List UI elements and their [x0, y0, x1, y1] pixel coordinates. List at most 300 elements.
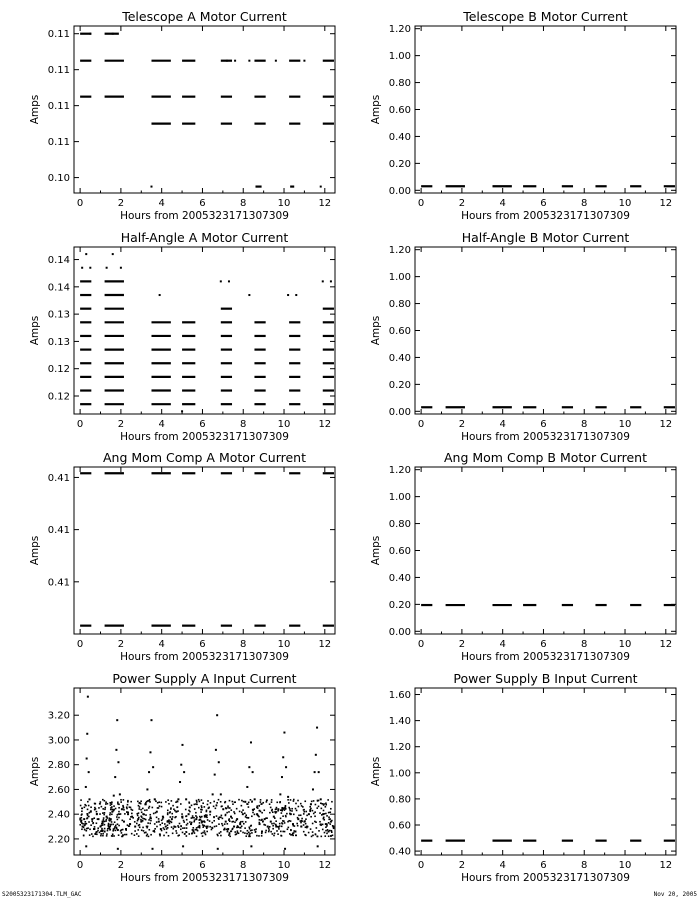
y-axis-label: Amps	[29, 535, 41, 566]
data-point	[99, 832, 101, 834]
data-point	[80, 799, 82, 801]
data-point	[227, 831, 229, 833]
data-point	[317, 836, 319, 838]
data-point	[127, 801, 129, 803]
data-point	[107, 803, 109, 805]
data-point	[306, 827, 308, 829]
data-point	[156, 826, 158, 828]
data-point	[201, 822, 203, 824]
x-tick-label: 6	[199, 639, 206, 650]
data-point	[149, 799, 151, 801]
data-point	[123, 799, 125, 801]
data-point	[257, 814, 259, 816]
y-tick-label: 1.40	[388, 716, 411, 728]
data-point	[331, 831, 333, 833]
data-point	[233, 811, 235, 813]
data-point	[254, 814, 256, 816]
data-point	[313, 813, 315, 815]
chart-panel-7	[29, 671, 335, 884]
x-axis-label: Hours from 2005323171307309	[120, 431, 289, 443]
data-point	[269, 803, 271, 805]
data-point	[96, 822, 98, 824]
data-point	[109, 812, 111, 814]
data-point	[193, 821, 195, 823]
data-point	[121, 808, 123, 810]
data-point	[99, 813, 101, 815]
data-point	[123, 809, 125, 811]
y-tick-label: 0.11	[47, 29, 70, 41]
data-point	[284, 848, 286, 850]
data-point	[174, 810, 176, 812]
data-point	[297, 825, 299, 827]
chart-title: Half-Angle A Motor Current	[120, 230, 289, 245]
data-point	[315, 804, 317, 806]
data-point	[188, 833, 190, 835]
data-point	[89, 33, 91, 35]
data-point	[157, 807, 159, 809]
data-point	[308, 813, 310, 815]
chart-panel-8	[370, 671, 676, 884]
data-point	[300, 822, 302, 824]
data-point	[269, 826, 271, 828]
data-point	[170, 807, 172, 809]
data-point	[123, 821, 125, 823]
y-tick-label: 3.20	[47, 710, 70, 722]
y-tick-label: 0.20	[388, 158, 411, 170]
data-point	[282, 756, 284, 758]
data-point	[145, 804, 147, 806]
data-point	[154, 823, 156, 825]
data-point	[102, 821, 104, 823]
data-point	[270, 831, 272, 833]
data-point	[177, 835, 179, 837]
y-tick-label: 1.00	[388, 51, 411, 63]
data-point	[198, 807, 200, 809]
data-point	[91, 819, 93, 821]
data-point	[271, 801, 273, 803]
data-point	[122, 805, 124, 807]
data-point	[120, 267, 122, 269]
data-point	[245, 814, 247, 816]
data-point	[219, 832, 221, 834]
data-point	[131, 813, 133, 815]
y-axis-label: Amps	[370, 535, 382, 566]
data-point	[316, 727, 318, 729]
data-point	[311, 801, 313, 803]
y-axis-label: Amps	[370, 756, 382, 787]
data-point	[102, 835, 104, 837]
data-point	[303, 824, 305, 826]
data-point	[219, 816, 221, 818]
data-point	[301, 818, 303, 820]
data-point	[115, 830, 117, 832]
data-point	[332, 835, 334, 837]
data-point	[216, 825, 218, 827]
data-point	[225, 821, 227, 823]
data-point	[241, 825, 243, 827]
data-point	[328, 822, 330, 824]
data-point	[285, 816, 287, 818]
data-point	[321, 808, 323, 810]
data-point	[144, 809, 146, 811]
data-point	[161, 819, 163, 821]
data-point	[103, 819, 105, 821]
data-point	[138, 835, 140, 837]
data-point	[277, 810, 279, 812]
data-point	[227, 828, 229, 830]
y-tick-label: 0.40	[388, 846, 411, 858]
data-point	[331, 801, 333, 803]
data-point	[237, 830, 239, 832]
data-point	[308, 832, 310, 834]
chart-title: Power Supply A Input Current	[112, 671, 297, 686]
data-point	[227, 823, 229, 825]
data-point	[134, 830, 136, 832]
x-tick-label: 8	[240, 860, 247, 871]
data-point	[150, 816, 152, 818]
data-point	[176, 811, 178, 813]
data-point	[251, 801, 253, 803]
data-point	[180, 803, 182, 805]
data-point	[192, 815, 194, 817]
data-point	[87, 801, 89, 803]
data-point	[248, 806, 250, 808]
data-point	[172, 805, 174, 807]
data-point	[175, 826, 177, 828]
data-point	[171, 826, 173, 828]
data-point	[134, 826, 136, 828]
data-point	[261, 812, 263, 814]
data-point	[271, 799, 273, 801]
data-point	[242, 832, 244, 834]
data-point	[145, 819, 147, 821]
data-point	[90, 810, 92, 812]
data-point	[333, 827, 335, 829]
data-point	[84, 829, 86, 831]
data-point	[300, 814, 302, 816]
data-point	[220, 793, 222, 795]
data-point	[104, 807, 106, 809]
data-point	[196, 827, 198, 829]
y-tick-label: 0.11	[47, 101, 70, 113]
data-point	[92, 836, 94, 838]
data-point	[113, 805, 115, 807]
plot-frame	[415, 688, 676, 855]
data-point	[86, 818, 88, 820]
data-point	[250, 799, 252, 801]
data-point	[88, 816, 90, 818]
data-point	[79, 819, 81, 821]
data-point	[121, 832, 123, 834]
data-point	[82, 823, 84, 825]
data-point	[328, 835, 330, 837]
data-point	[161, 830, 163, 832]
data-point	[202, 832, 204, 834]
x-tick-label: 0	[417, 639, 425, 650]
data-point	[123, 807, 125, 809]
data-point	[240, 827, 242, 829]
data-point	[303, 831, 305, 833]
chart-title: Telescope A Motor Current	[122, 9, 287, 24]
data-point	[159, 805, 161, 807]
data-point	[273, 835, 275, 837]
data-point	[103, 817, 105, 819]
data-point	[210, 802, 212, 804]
y-tick-label: 0.13	[47, 336, 70, 348]
data-point	[124, 813, 126, 815]
data-point	[315, 821, 317, 823]
data-point	[281, 826, 283, 828]
data-point	[310, 816, 312, 818]
data-point	[316, 827, 318, 829]
data-point	[152, 807, 154, 809]
data-point	[85, 805, 87, 807]
data-point	[292, 834, 294, 836]
data-point	[116, 816, 118, 818]
data-point	[323, 810, 325, 812]
data-point	[281, 776, 283, 778]
data-point	[205, 826, 207, 828]
data-point	[158, 821, 160, 823]
data-point	[106, 819, 108, 821]
data-point	[149, 823, 151, 825]
data-point	[275, 824, 277, 826]
data-point	[106, 816, 108, 818]
data-point	[233, 826, 235, 828]
data-point	[318, 771, 320, 773]
data-point	[84, 823, 86, 825]
x-tick-label: 10	[277, 860, 291, 871]
data-point	[125, 829, 127, 831]
data-point	[195, 818, 197, 820]
data-point	[113, 795, 115, 797]
data-point	[281, 812, 283, 814]
data-point	[294, 825, 296, 827]
data-point	[276, 802, 278, 804]
data-point	[183, 821, 185, 823]
data-point	[144, 832, 146, 834]
data-point	[323, 804, 325, 806]
data-point	[206, 814, 208, 816]
data-point	[100, 833, 102, 835]
data-point	[291, 808, 293, 810]
data-point	[265, 832, 267, 834]
data-point	[272, 833, 274, 835]
data-point	[193, 817, 195, 819]
data-point	[185, 816, 187, 818]
data-point	[261, 819, 263, 821]
data-point	[182, 832, 184, 834]
data-point	[164, 823, 166, 825]
data-point	[327, 799, 329, 801]
data-point	[277, 833, 279, 835]
data-point	[139, 827, 141, 829]
data-point	[97, 827, 99, 829]
data-point	[230, 809, 232, 811]
data-point	[80, 805, 82, 807]
data-point	[323, 817, 325, 819]
data-point	[325, 806, 327, 808]
data-point	[260, 799, 262, 801]
data-point	[290, 799, 292, 801]
data-point	[273, 823, 275, 825]
data-point	[117, 848, 119, 850]
data-point	[104, 800, 106, 802]
data-point	[322, 824, 324, 826]
data-point	[102, 833, 104, 835]
data-point	[280, 831, 282, 833]
data-point	[114, 821, 116, 823]
data-point	[320, 836, 322, 838]
x-tick-label: 0	[417, 198, 425, 209]
data-point	[137, 801, 139, 803]
data-point	[146, 809, 148, 811]
data-point	[295, 294, 297, 296]
data-point	[325, 813, 327, 815]
data-point	[319, 821, 321, 823]
data-point	[145, 814, 147, 816]
data-point	[289, 813, 291, 815]
data-point	[295, 834, 297, 836]
data-point	[270, 821, 272, 823]
data-point	[81, 828, 83, 830]
data-point	[118, 811, 120, 813]
data-point	[272, 828, 274, 830]
data-point	[322, 829, 324, 831]
x-tick-label: 4	[499, 419, 506, 430]
y-tick-label: 2.20	[47, 834, 70, 846]
data-point	[216, 714, 218, 716]
data-point	[245, 821, 247, 823]
y-axis-label: Amps	[29, 315, 41, 346]
data-point	[226, 60, 228, 62]
data-point	[202, 835, 204, 837]
plot-frame	[415, 26, 676, 193]
data-point	[300, 825, 302, 827]
data-point	[155, 812, 157, 814]
data-point	[191, 805, 193, 807]
data-point	[175, 801, 177, 803]
data-point	[132, 809, 134, 811]
data-point	[326, 815, 328, 817]
data-point	[317, 845, 319, 847]
data-point	[139, 806, 141, 808]
data-point	[201, 799, 203, 801]
data-point	[139, 824, 141, 826]
data-point	[96, 833, 98, 835]
data-point	[268, 828, 270, 830]
data-point	[143, 830, 145, 832]
data-point	[115, 825, 117, 827]
y-axis-label: Amps	[29, 94, 41, 125]
data-point	[236, 820, 238, 822]
data-point	[329, 830, 331, 832]
data-point	[250, 825, 252, 827]
data-point	[94, 826, 96, 828]
chart-panel-1	[29, 9, 335, 222]
data-point	[134, 821, 136, 823]
data-point	[182, 827, 184, 829]
data-point	[276, 807, 278, 809]
y-tick-label: 0.60	[388, 105, 411, 116]
data-point	[124, 834, 126, 836]
data-point	[250, 845, 252, 847]
data-point	[320, 798, 322, 800]
data-point	[305, 823, 307, 825]
data-point	[102, 830, 104, 832]
data-point	[243, 801, 245, 803]
series-data	[79, 696, 334, 850]
data-point	[274, 817, 276, 819]
data-point	[194, 819, 196, 821]
data-point	[130, 807, 132, 809]
data-point	[191, 817, 193, 819]
data-point	[312, 810, 314, 812]
data-point	[117, 761, 119, 763]
data-point	[89, 834, 91, 836]
data-point	[132, 817, 134, 819]
chart-title: Ang Mom Comp A Motor Current	[103, 450, 306, 465]
data-point	[182, 845, 184, 847]
data-point	[254, 798, 256, 800]
data-point	[225, 801, 227, 803]
data-point	[303, 813, 305, 815]
data-point	[199, 822, 201, 824]
data-point	[249, 834, 251, 836]
data-point	[180, 826, 182, 828]
data-point	[285, 805, 287, 807]
data-point	[199, 827, 201, 829]
y-tick-label: 2.40	[47, 809, 70, 821]
data-point	[274, 811, 276, 813]
data-point	[183, 771, 185, 773]
x-tick-label: 8	[240, 419, 247, 430]
data-point	[251, 829, 253, 831]
data-point	[252, 809, 254, 811]
data-point	[146, 801, 148, 803]
data-point	[261, 833, 263, 835]
data-point	[191, 822, 193, 824]
y-tick-label: 0.20	[388, 599, 411, 611]
data-point	[115, 808, 117, 810]
data-point	[87, 696, 89, 698]
data-point	[93, 817, 95, 819]
x-tick-label: 4	[158, 419, 165, 430]
data-point	[232, 803, 234, 805]
data-point	[228, 818, 230, 820]
data-point	[148, 807, 150, 809]
data-point	[154, 828, 156, 830]
data-point	[261, 830, 263, 832]
data-point	[181, 744, 183, 746]
data-point	[221, 815, 223, 817]
data-point	[241, 811, 243, 813]
x-tick-label: 2	[117, 419, 125, 430]
data-point	[152, 766, 154, 768]
data-point	[220, 817, 222, 819]
data-point	[304, 820, 306, 822]
data-point	[177, 810, 179, 812]
data-point	[209, 811, 211, 813]
data-point	[88, 821, 90, 823]
data-point	[138, 805, 140, 807]
data-point	[127, 811, 129, 813]
y-tick-label: 0.80	[388, 794, 411, 806]
data-point	[279, 823, 281, 825]
data-point	[170, 816, 172, 818]
data-point	[206, 831, 208, 833]
data-point	[231, 821, 233, 823]
